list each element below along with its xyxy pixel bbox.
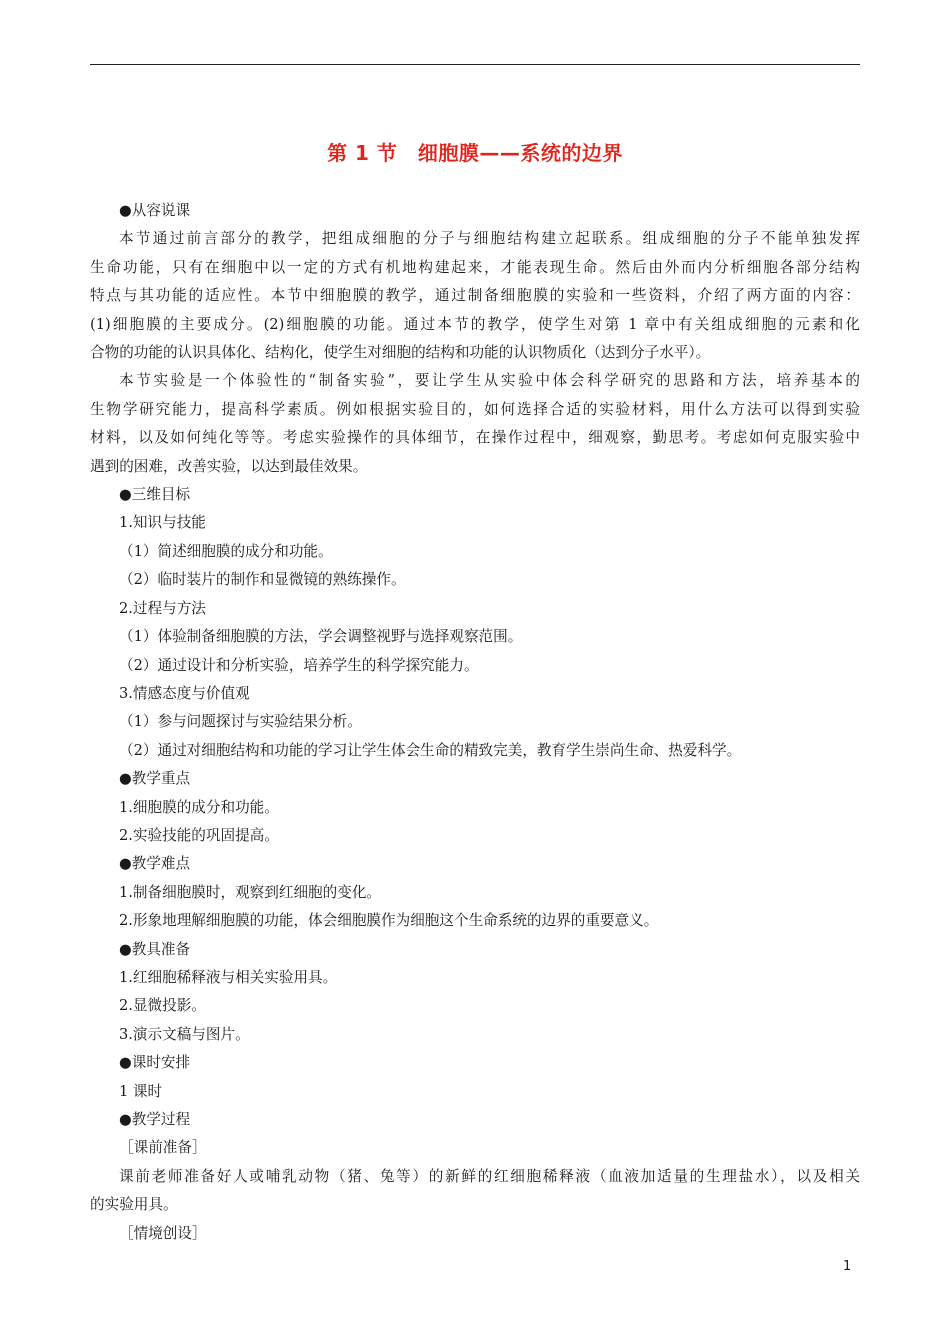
- header-rule: [90, 64, 860, 65]
- text-line: 合物的功能的认识具体化、结构化，使学生对细胞的结构和功能的认识物质化（达到分子水平）。: [90, 344, 711, 362]
- text-line: ●从容说课: [119, 202, 191, 219]
- page-number: 1: [843, 1259, 852, 1274]
- text-line: 1.知识与技能: [119, 514, 206, 532]
- text-line: ●教学重点: [119, 770, 191, 788]
- text-line: ［课前准备］: [119, 1139, 207, 1157]
- text-line: 本节实验是一个体验性的“制备实验”，要让学生从实验中体会科学研究的思路和方法，培养基本的: [119, 372, 860, 390]
- text-line: ［情境创设］: [119, 1224, 207, 1242]
- text-line: 特点与其功能的适应性。本节中细胞膜的教学，通过制备细胞膜的实验和一些资料，介绍了两方面的内容：: [90, 287, 860, 305]
- text-line: 的实验用具。: [90, 1196, 178, 1214]
- page-title: 第 1 节 细胞膜——系统的边界: [327, 141, 623, 165]
- text-line: 3.情感态度与价值观: [119, 684, 250, 702]
- text-line: 3.演示文稿与图片。: [119, 1025, 250, 1043]
- text-line: 本节通过前言部分的教学，把组成细胞的分子与细胞结构建立起联系。组成细胞的分子不能单独发挥: [119, 230, 860, 248]
- text-line: （2）通过设计和分析实验，培养学生的科学探究能力。: [119, 656, 479, 674]
- text-line: （2）临时装片的制作和显微镜的熟练操作。: [119, 571, 406, 589]
- text-line: 2.形象地理解细胞膜的功能，体会细胞膜作为细胞这个生命系统的边界的重要意义。: [119, 912, 659, 930]
- text-line: 材料，以及如何纯化等等。考虑实验操作的具体细节，在操作过程中，细观察，勤思考。考虑如何克服实验中: [90, 429, 860, 447]
- text-line: 生物学研究能力，提高科学素质。例如根据实验目的，如何选择合适的实验材料，用什么方法可以得到实验: [90, 400, 860, 418]
- text-line: ●课时安排: [119, 1054, 191, 1072]
- text-line: （1）参与问题探讨与实验结果分析。: [119, 713, 362, 731]
- text-line: 遇到的困难，改善实验，以达到最佳效果。: [90, 457, 368, 475]
- text-line: 1.红细胞稀释液与相关实验用具。: [119, 968, 338, 986]
- text-line: 课前老师准备好人或哺乳动物（猪、兔等）的新鲜的红细胞稀释液（血液加适量的生理盐水），以及相关: [119, 1167, 860, 1185]
- text-line: 1 课时: [119, 1082, 163, 1100]
- document-body: [90, 197, 860, 1248]
- text-line: 2.显微投影。: [119, 997, 206, 1015]
- text-line: 1.细胞膜的成分和功能。: [119, 798, 279, 816]
- text-line: (1)细胞膜的主要成分。(2)细胞膜的功能。通过本节的教学，使学生对第 1 章中有关组成细胞的元素和化: [90, 315, 860, 333]
- text-line: （1）体验制备细胞膜的方法，学会调整视野与选择观察范围。: [119, 628, 523, 646]
- text-line: （1）简述细胞膜的成分和功能。: [119, 542, 333, 560]
- text-line: ●三维目标: [119, 486, 191, 504]
- text-line: 2.过程与方法: [119, 599, 206, 617]
- text-line: （2）通过对细胞结构和功能的学习让学生体会生命的精致完美，教育学生崇尚生命、热爱科学。: [119, 741, 742, 759]
- text-line: 生命功能，只有在细胞中以一定的方式有机地构建起来，才能表现生命。然后由外而内分析细胞各部分结构: [90, 258, 860, 276]
- text-line: ●教具准备: [119, 940, 191, 958]
- text-line: ●教学难点: [119, 855, 191, 873]
- text-line: 1.制备细胞膜时，观察到红细胞的变化。: [119, 883, 382, 901]
- text-line: 2.实验技能的巩固提高。: [119, 826, 279, 844]
- text-line: ●教学过程: [119, 1111, 191, 1128]
